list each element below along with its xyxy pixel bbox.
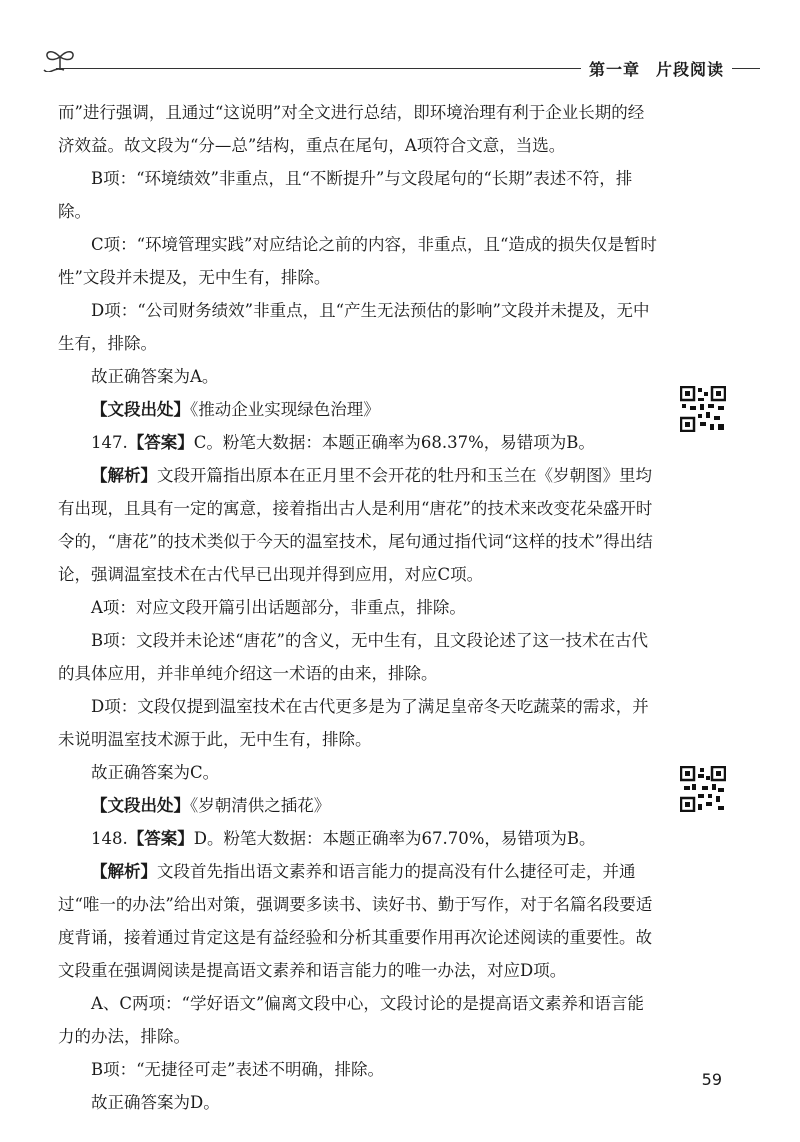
paragraph — [58, 96, 658, 162]
paragraph — [58, 591, 658, 624]
source-line — [58, 393, 658, 426]
paragraph-text: 故正确答案为D。 — [91, 1093, 220, 1112]
answer-text: D。粉笔大数据：本题正确率为67.70%，易错项为B。 — [193, 829, 596, 848]
paragraph-text: A项：对应文段开篇引出话题部分，非重点，排除。 — [91, 598, 466, 617]
paragraph — [58, 690, 658, 756]
paragraph — [58, 228, 658, 294]
paragraph — [58, 294, 658, 360]
paragraph-text: A、C两项：“学好语文”偏离文段中心，文段讨论的是提高语文素养和语言能力的办法，排除。 — [58, 994, 644, 1046]
question-number: 147. — [91, 433, 128, 452]
paragraph — [58, 162, 658, 228]
qr-code-icon[interactable] — [680, 386, 726, 432]
paragraph — [58, 756, 658, 789]
paragraph — [58, 1086, 658, 1119]
answer-label: 【答案】 — [127, 433, 194, 452]
paragraph-text: 故正确答案为C。 — [91, 763, 220, 782]
paragraph-text: B项：“无捷径可走”表述不明确，排除。 — [91, 1060, 384, 1079]
page-body — [58, 96, 658, 1119]
analysis-label: 【解析】 — [91, 862, 157, 881]
paragraph — [58, 360, 658, 393]
paragraph-text: B项：文段并未论述“唐花”的含义，无中生有，且文段论述了这一技术在古代的具体应用，并非单纯介绍这一术语的由来，排除。 — [58, 631, 648, 683]
page-header — [40, 38, 760, 78]
section-label: 片段阅读 — [655, 60, 724, 79]
paragraph — [58, 1053, 658, 1086]
analysis-text: 文段首先指出语文素养和语言能力的提高没有什么捷径可走，并通过“唯一的办法”给出对策，强调要多读书、读好书、勤于写作，对于名篇名段要适度背诵，接着通过肯定这是有益经验和分析其重要作用再次论述阅读的重要性。故文段重在强调阅读是提高语文素养和语言能力的唯一办法，对应D项。 — [58, 862, 653, 980]
analysis-paragraph — [58, 459, 658, 591]
source-label: 【文段出处】 — [91, 796, 190, 815]
qr-code-icon[interactable] — [680, 766, 726, 812]
answer-line — [58, 426, 658, 459]
source-line — [58, 789, 658, 822]
analysis-paragraph — [58, 855, 658, 987]
paragraph-text: 而”进行强调，且通过“这说明”对全文进行总结，即环境治理有利于企业长期的经济效益。故文段为“分—总”结构，重点在尾句，A项符合文意，当选。 — [58, 103, 645, 155]
source-title: 《推动企业实现绿色治理》 — [190, 400, 380, 419]
paragraph-text: C项：“环境管理实践”对应结论之前的内容，非重点，且“造成的损失仅是暂时性”文段并未提及，无中生有，排除。 — [58, 235, 657, 287]
paragraph-text: B项：“环境绩效”非重点，且“不断提升”与文段尾句的“长期”表述不符，排除。 — [58, 169, 633, 221]
source-label: 【文段出处】 — [91, 400, 190, 419]
analysis-label: 【解析】 — [91, 466, 157, 485]
page-number: 59 — [701, 1070, 722, 1089]
question-number: 148. — [91, 829, 128, 848]
paragraph-text: D项：文段仅提到温室技术在古代更多是为了满足皇帝冬天吃蔬菜的需求，并未说明温室技术源于此，无中生有，排除。 — [58, 697, 649, 749]
answer-line — [58, 822, 658, 855]
analysis-text: 文段开篇指出原本在正月里不会开花的牡丹和玉兰在《岁朝图》里均有出现，且具有一定的寓意，接着指出古人是利用“唐花”的技术来改变花朵盛开时令的，“唐花”的技术类似于今天的温室技术，尾句通过指代词“这样的技术”得出结论，强调温室技术在古代早已出现并得到应用，对应C项。 — [58, 466, 653, 584]
paragraph-text: D项：“公司财务绩效”非重点，且“产生无法预估的影响”文段并未提及，无中生有，排除。 — [58, 301, 650, 353]
paragraph — [58, 987, 658, 1053]
chapter-label: 第一章 — [588, 60, 640, 79]
source-title: 《岁朝清供之插花》 — [190, 796, 331, 815]
answer-label: 【答案】 — [127, 829, 194, 848]
paragraph-text: 故正确答案为A。 — [91, 367, 219, 386]
paragraph — [58, 624, 658, 690]
chapter-title — [581, 57, 732, 80]
answer-text: C。粉笔大数据：本题正确率为68.37%，易错项为B。 — [193, 433, 595, 452]
